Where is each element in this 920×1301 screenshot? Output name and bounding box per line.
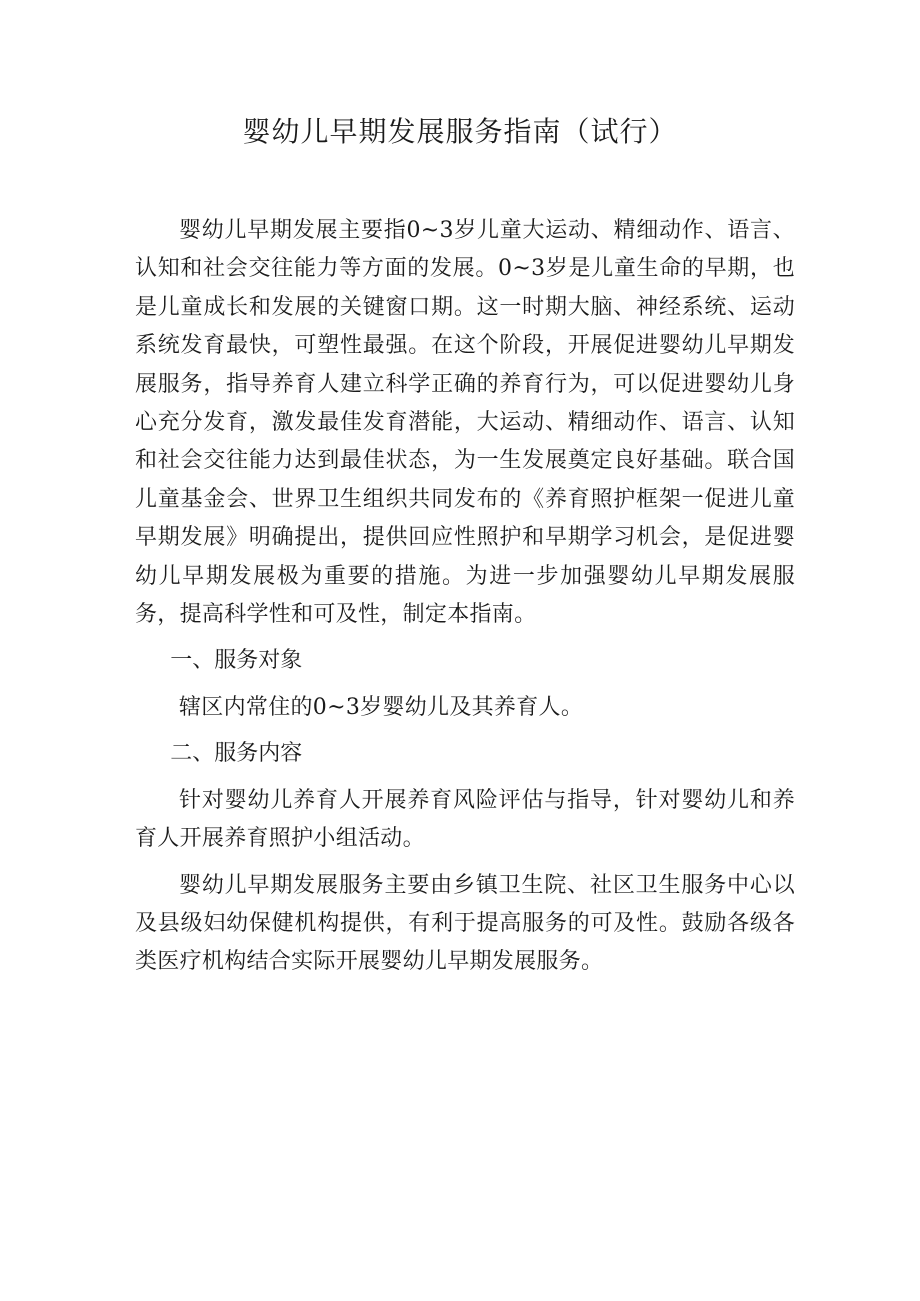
document-title: 婴幼儿早期发展服务指南（试行） bbox=[242, 115, 678, 148]
service-target-paragraph: 辖区内常住的0~3岁婴幼儿及其养育人。 bbox=[179, 694, 584, 720]
document-body bbox=[135, 212, 795, 982]
service-content-paragraph-2: 婴幼儿早期发展服务主要由乡镇卫生院、社区卫生服务中心以及县级妇幼保健机构提供，有利于提高服务的可及性。鼓励各级各类医疗机构结合实际开展婴幼儿早期发展服务。 bbox=[135, 872, 795, 975]
section-heading-service-target: 一、服务对象 bbox=[170, 648, 303, 674]
intro-paragraph: 婴幼儿早期发展主要指0~3岁儿童大运动、精细动作、语言、认知和社会交往能力等方面的发展。0~3岁是儿童生命的早期，也是儿童成长和发展的关键窗口期。这一时期大脑、神经系统、运动系统发育最快，可塑性最强。在这个阶段，开展促进婴幼儿早期发展服务，指导养育人建立科学正确的养育行为，可以促进婴幼儿身心充分发育，激发最佳发育潜能，大运动、精细动作、语言、认知和社会交往能力达到最佳状态，为一生发展奠定良好基础。联合国儿童基金会、世界卫生组织共同发布的《养育照护框架一促进儿童早期发展》明确提出，提供回应性照护和早期学习机会，是促进婴幼儿早期发展极为重要的措施。为进一步加强婴幼儿早期发展服务，提高科学性和可及性，制定本指南。 bbox=[135, 218, 795, 628]
section-heading-service-content: 二、服务内容 bbox=[170, 741, 303, 767]
service-content-paragraph-1: 针对婴幼儿养育人开展养育风险评估与指导，针对婴幼儿和养育人开展养育照护小组活动。 bbox=[135, 787, 795, 852]
